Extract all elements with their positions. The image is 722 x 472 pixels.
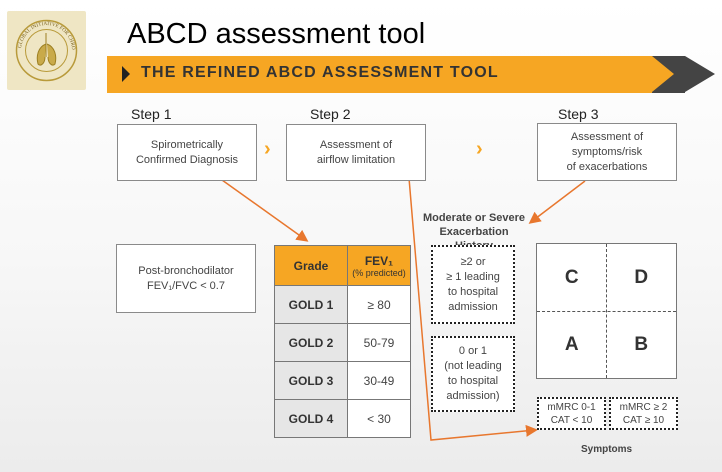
step1-line2: Confirmed Diagnosis	[135, 153, 239, 166]
gold-fev: < 30	[348, 400, 411, 438]
exacerbation-high-box	[431, 245, 515, 324]
exacerbation-low-l3: to hospital	[447, 375, 499, 387]
symptoms-low-box	[537, 397, 606, 430]
exacerbation-title-line1: Moderate or Severe	[422, 212, 526, 224]
quadrant-a: A	[564, 333, 579, 355]
exacerbation-low-l1: 0 or 1	[458, 345, 488, 357]
step2-label: Step 2	[310, 106, 351, 122]
table-row	[275, 362, 411, 400]
step3-line3: of exacerbations	[566, 160, 648, 173]
quadrant-c: C	[564, 266, 579, 288]
step3-line1: Assessment of	[570, 130, 644, 143]
table-row	[275, 400, 411, 438]
gold-grade: GOLD 3	[275, 362, 348, 400]
step1-line1: Spirometrically	[150, 138, 224, 151]
exacerbation-high-l2: ≥ 1 leading	[446, 270, 500, 283]
table-row	[275, 324, 411, 362]
abcd-grid	[536, 243, 677, 379]
gold-grade: GOLD 2	[275, 324, 348, 362]
step2-box	[286, 124, 426, 181]
arrow-step1-to-table	[222, 180, 306, 240]
symptoms-label: Symptoms	[581, 444, 633, 455]
step3-line2: symptoms/risk	[571, 145, 643, 158]
gold-fev: 50-79	[348, 324, 411, 362]
page-title: ABCD assessment tool	[127, 18, 426, 50]
postbd-line1: Post-bronchodilator	[138, 264, 234, 277]
gold-table-header	[275, 246, 411, 286]
exacerbation-low-box	[431, 336, 515, 412]
chevron-right-icon: ›	[264, 138, 271, 160]
gold-fev: 30-49	[348, 362, 411, 400]
symptoms-high-l2: CAT ≥ 10	[622, 414, 665, 426]
fev-header	[348, 246, 411, 286]
exacerbation-high-l1: ≥2 or	[460, 255, 486, 268]
exacerbation-high-l4: admission	[448, 300, 498, 313]
exacerbation-low-l4: admission)	[446, 390, 500, 402]
gold-grade: GOLD 1	[275, 286, 348, 324]
step2-line1: Assessment of	[319, 138, 393, 151]
exacerbation-title-line2: Exacerbation	[439, 226, 509, 238]
chevron-right-icon: ›	[476, 138, 483, 160]
step1-label: Step 1	[131, 106, 172, 122]
exacerbation-low-l2: (not leading	[444, 360, 502, 372]
step3-box	[537, 123, 677, 181]
gold-grade-table	[274, 245, 411, 438]
step3-label: Step 3	[558, 106, 599, 122]
fev-header-label: FEV₁	[364, 253, 394, 268]
symptoms-high-l1: mMRC ≥ 2	[619, 401, 668, 413]
postbd-box	[116, 244, 256, 313]
grade-header: Grade	[275, 246, 348, 286]
step2-line2: airflow limitation	[316, 153, 396, 166]
logo-text: GLOBAL INITIATIVE FOR CHRO	[17, 20, 77, 51]
exacerbation-high-l3: to hospital	[447, 285, 499, 298]
symptoms-high-box	[609, 397, 678, 430]
symptoms-low-l2: CAT < 10	[550, 414, 593, 426]
step1-box	[117, 124, 257, 181]
quadrant-d: D	[634, 266, 649, 288]
quadrant-b: B	[634, 333, 649, 355]
fev-header-sub: (% predicted)	[352, 267, 406, 278]
postbd-line2: FEV₁/FVC < 0.7	[146, 279, 225, 292]
gold-fev: ≥ 80	[348, 286, 411, 324]
banner-title: THE REFINED ABCD ASSESSMENT TOOL	[141, 64, 499, 81]
arrow-step3-to-history	[531, 181, 585, 222]
gold-grade: GOLD 4	[275, 400, 348, 438]
table-row	[275, 286, 411, 324]
symptoms-low-l1: mMRC 0-1	[547, 401, 596, 413]
